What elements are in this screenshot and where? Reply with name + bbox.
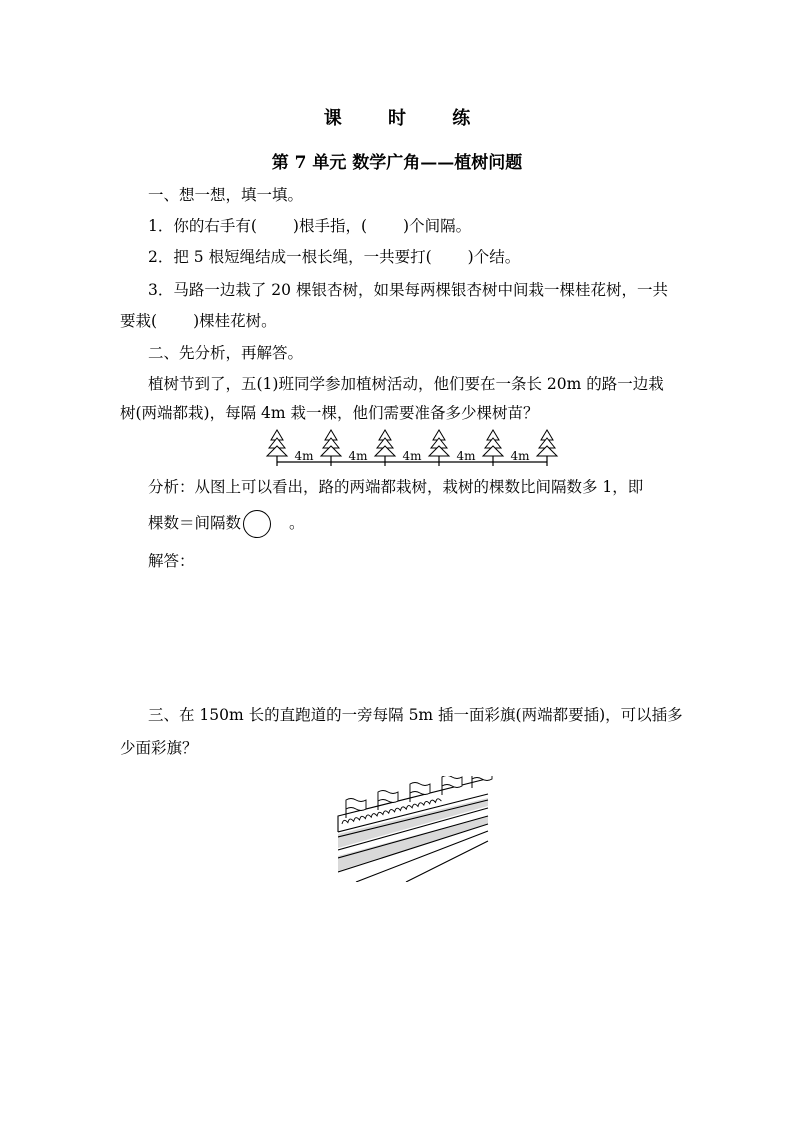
page-title: 课 时 练 — [323, 108, 491, 129]
q2-text-b: )个结。 — [467, 248, 521, 266]
unit-subtitle: 第 7 单元 数学广角——植树问题 — [271, 153, 523, 173]
section-2-heading: 二、先分析，再解答。 — [148, 344, 304, 362]
question-2 — [148, 246, 520, 268]
problem-line-2: 树(两端都栽)，每隔 4m 栽一棵，他们需要准备多少棵树苗？ — [120, 404, 539, 422]
question-3-line-2 — [120, 310, 277, 332]
analysis-text: 棵数＝间隔数 — [148, 514, 242, 532]
flag-icon — [410, 783, 430, 803]
flag-icon — [346, 799, 366, 819]
analysis-line-2 — [148, 509, 305, 538]
q1-text-b: )根手指，( — [292, 217, 368, 235]
q3-text-b: )棵桂花树。 — [193, 312, 277, 330]
section-3-line-2: 少面彩旗？ — [120, 739, 198, 757]
q2-text-a: 2．把 5 根短绳结成一根长绳，一共要打( — [148, 248, 432, 266]
flag-icon — [442, 776, 462, 795]
tree-planting-diagram — [262, 428, 562, 470]
interval-label: 4m — [456, 449, 476, 463]
q1-text-c: )个间隔。 — [403, 217, 472, 235]
analysis-line-1: 分析：从图上可以看出，路的两端都栽树，栽树的棵数比间隔数多 1，即 — [148, 478, 644, 496]
question-1 — [148, 215, 471, 237]
answer-label: 解答： — [148, 552, 195, 570]
q1-text-a: 1．你的右手有( — [148, 217, 257, 235]
interval-label: 4m — [294, 449, 314, 463]
tree-icon — [537, 430, 557, 466]
interval-label: 4m — [402, 449, 422, 463]
question-3-line-1: 3．马路一边栽了 20 棵银杏树，如果每两棵银杏树中间栽一棵桂花树，一共 — [148, 281, 668, 299]
tree-icon — [429, 430, 449, 466]
running-track-illustration — [336, 776, 496, 884]
problem-line-1: 植树节到了，五(1)班同学参加植树活动，他们要在一条长 20m 的路一边栽 — [148, 375, 664, 393]
tree-icon — [375, 430, 395, 466]
section-1-heading: 一、想一想，填一填。 — [148, 186, 304, 204]
answer-circle — [243, 510, 271, 538]
interval-label: 4m — [348, 449, 368, 463]
tree-icon — [483, 430, 503, 466]
section-3-line-1: 三、在 150m 长的直跑道的一旁每隔 5m 插一面彩旗(两端都要插)，可以插多 — [148, 706, 683, 724]
flag-icon — [378, 791, 398, 811]
q3-text-a: 要栽( — [120, 312, 158, 330]
interval-label: 4m — [510, 449, 530, 463]
analysis-period: 。 — [289, 514, 305, 532]
tree-icon — [321, 430, 341, 466]
tree-icon — [267, 430, 287, 466]
